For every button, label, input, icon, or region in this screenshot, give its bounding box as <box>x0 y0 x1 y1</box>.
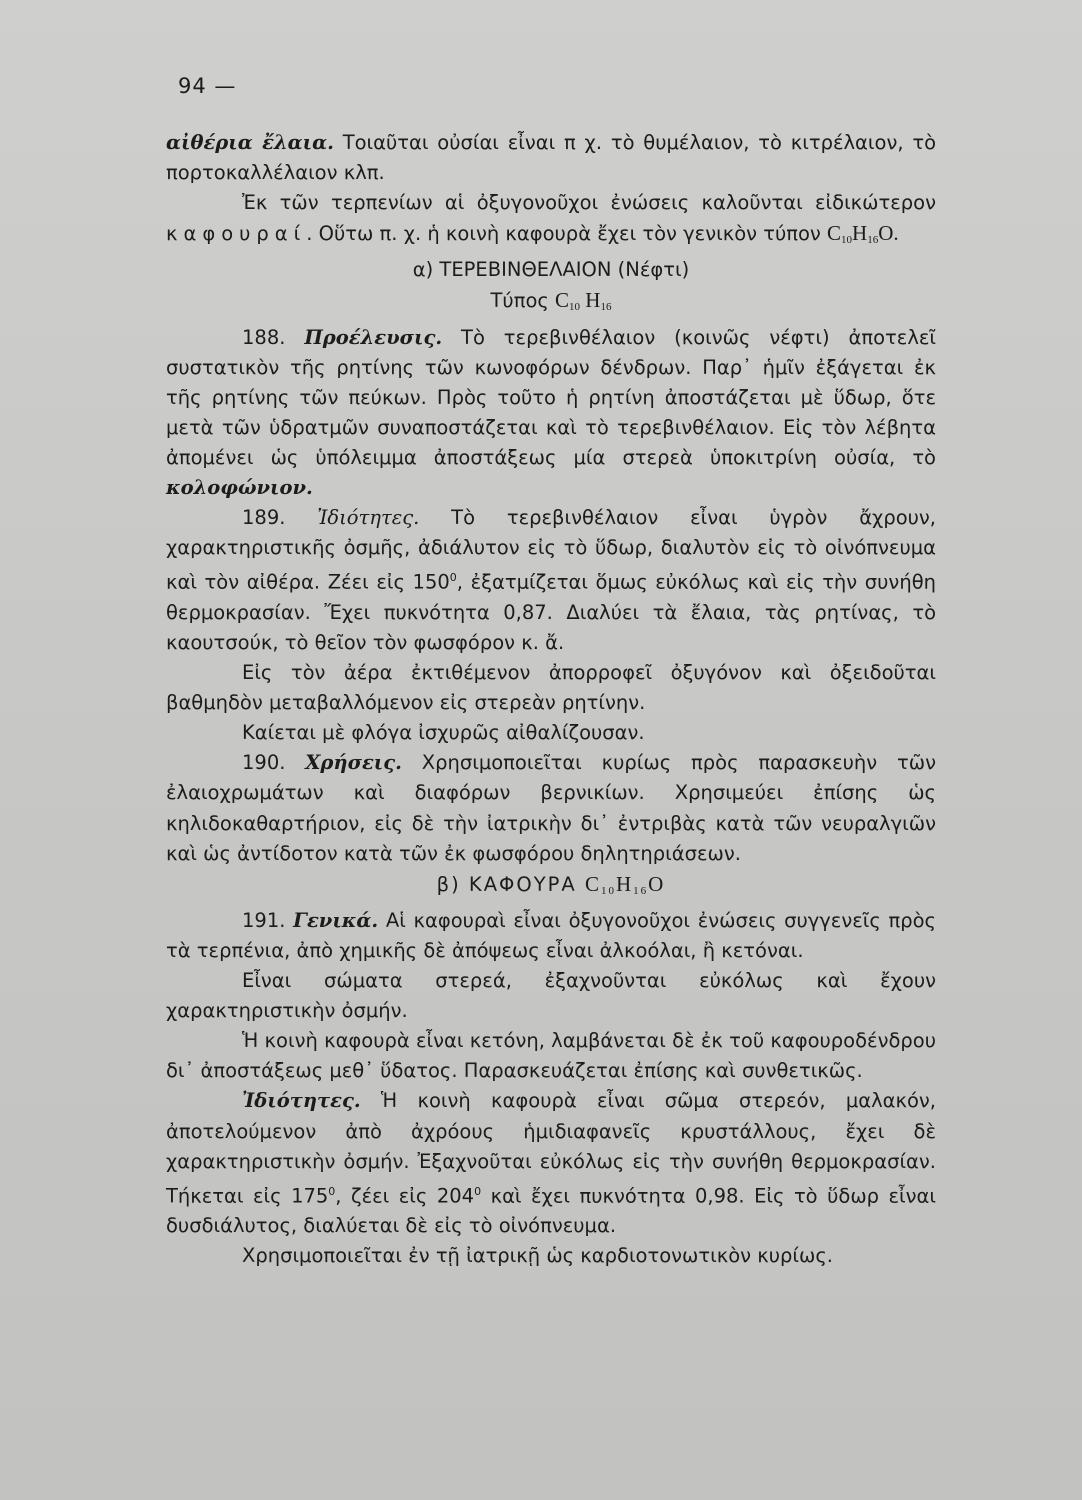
paragraph-190 <box>166 748 936 868</box>
b-c: C <box>584 871 601 896</box>
formula-o: O <box>878 221 894 246</box>
b-o: O <box>648 871 666 896</box>
intro-term: αἰθέρια ἔλαια. <box>166 131 334 154</box>
b-c-sub: 10 <box>600 884 616 897</box>
paragraph-properties <box>166 1086 936 1241</box>
intro-sentence-2-pre: Ἐκ τῶν τερπενίων αἱ ὀξυγονοῦχοι ἐνώσεις καλοῦνται εἰδικώτερον <box>242 191 936 215</box>
paragraph-191-3: Ἡ κοινὴ καφουρὰ εἶναι κετόνη, λαμβάνεται δὲ ἐκ τοῦ καφουροδένδρου δι᾽ ἀποστάξεως μεθ᾽ ὕδατος. Παρασκευάζεται ἐπίσης καὶ συνθετικῶς. <box>166 1029 936 1083</box>
type-formula <box>555 288 611 312</box>
intro-sentence-1: Τοιαῦται οὐσίαι εἶναι π χ. τὸ θυμέλαιον, τὸ κιτρέλαιον, τὸ πορτοκαλλέλαιον κλπ. <box>166 131 937 185</box>
type-h: H <box>580 288 601 313</box>
p189-text-pre: Τὸ τερεβινθέλαιον εἶναι ὑγρὸν ἄχρουν, χαρακτηριστικῆς ὀσμῆς, ἀδιάλυτον εἰς τὸ ὕδωρ, διαλυτὸν εἰς τὸ οἰνόπνευμα καὶ τὸν αἰθέρα. Ζέει εἰς 150 <box>166 506 936 594</box>
b-h-sub: 16 <box>633 884 649 897</box>
p190-number: 190. <box>242 751 306 775</box>
props-text-post: καὶ ἔχει πυκνότητα 0,98. Εἰς τὸ ὕδωρ εἶναι δυσδιάλυτος, διαλύεται δὲ εἰς τὸ οἰνόπνευμα. <box>166 1184 937 1238</box>
p191-term: Γενικά. <box>293 908 379 932</box>
section-b-formula <box>585 872 665 896</box>
p190-term: Χρήσεις. <box>305 751 402 775</box>
p188-number: 188. <box>242 325 305 349</box>
formula-c-sub: 10 <box>841 234 853 247</box>
type-h-sub: 16 <box>600 301 612 314</box>
type-c-sub: 10 <box>569 301 581 314</box>
paragraph-188 <box>166 323 936 504</box>
section-b-heading <box>166 869 936 906</box>
body-text <box>166 128 936 1271</box>
paragraph-properties-2: Χρησιμοποιεῖται ἐν τῇ ἰατρικῇ ὡς καρδιοτονωτικὸν κυρίως. <box>242 1244 833 1268</box>
p191-text: Αἱ καφουραὶ εἶναι ὀξυγονοῦχοι ἐνώσεις συγγενεῖς πρὸς τὰ τερπένια, ἀπὸ χημικῆς δὲ ἀπόψεως εἶναι ἀλκοόλαι, ἢ κετόναι. <box>166 908 936 962</box>
formula-h: H <box>852 221 868 246</box>
paragraph-191-2: Εἶναι σώματα στερεά, ἐξαχνοῦνται εὐκόλως καὶ ἔχουν χαρακτηριστικὴν ὀσμήν. <box>166 969 936 1023</box>
props-degree-1: 0 <box>328 1184 336 1198</box>
props-text-pre: Ἡ κοινὴ καφουρὰ εἶναι σῶμα στερεόν, μαλακόν, ἀποτελούμενον ἀπὸ ἀχρόους ἡμιδιαφανεῖς κρυστάλλους, ἔχει δὲ χαρακτηριστικὴν ὀσμήν. Ἐξαχνοῦται εὐκόλως εἰς τὴν συνήθη θερμοκρασίαν. Τήκεται εἰς 175 <box>166 1089 936 1208</box>
formula-end: . <box>893 221 899 246</box>
paragraph-189 <box>166 503 936 658</box>
props-degree-2: 0 <box>474 1184 482 1198</box>
p189-number: 189. <box>242 506 318 530</box>
p189-degree: 0 <box>449 571 457 585</box>
page-number: 94 — <box>178 74 237 98</box>
p189-text-post: , ἐξατμίζεται ὅμως εὐκόλως καὶ εἰς τὴν συνήθη θερμοκρασίαν. Ἔχει πυκνότητα 0,87. Διαλύει τὰ ἔλαια, τὰς ρητίνας, τὸ καουτσούκ, τὸ θεῖον τὸν φωσφόρον κ. ἄ. <box>166 570 936 654</box>
intro-sentence-2-post: . Οὕτω π. χ. ἡ κοινὴ καφουρὰ ἔχει τὸν γενικὸν τύπον <box>306 222 828 246</box>
p188-term: Προέλευσις. <box>304 325 443 349</box>
props-text-mid: , ζέει εἰς 204 <box>335 1184 475 1208</box>
section-a-type <box>166 285 936 322</box>
p188-term-2: κολοφώνιον. <box>166 476 313 500</box>
section-b-title: β) ΚΑΦΟΥΡΑ <box>436 872 585 896</box>
type-label: Τύπος <box>490 289 556 313</box>
intro-spaced-word: καφουραί <box>166 222 307 246</box>
p189-term: Ἰδιότητες. <box>317 506 420 530</box>
p191-number: 191. <box>242 908 294 932</box>
b-h: H <box>615 871 634 896</box>
paragraph-191 <box>166 906 936 966</box>
formula-h-sub: 16 <box>867 234 879 247</box>
p188-text: Τὸ τερεβινθέλαιον (κοινῶς νέφτι) ἀποτελεῖ συστατικὸν τῆς ρητίνης τῶν κωνοφόρων δένδρων. Παρ᾽ ἡμῖν ἐξάγεται ἐκ τῆς ρητίνης τῶν πεύκων. Πρὸς τοῦτο ἡ ρητίνη ἀποστάζεται μὲ ὕδωρ, ὅτε μετὰ τῶν ὑδρατμῶν συναποστάζεται καὶ τὸ τερεβινθέλαιον. Εἰς τὸν λέβητα ἀπομένει ὡς ὑπόλειμμα ἀποστάξεως μία στερεὰ ὑποκιτρίνη οὐσία, τὸ <box>166 325 936 469</box>
type-c: C <box>555 288 570 313</box>
formula-c: C <box>827 221 842 246</box>
p190-text: Χρησιμοποιεῖται κυρίως πρὸς παρασκευὴν τῶν ἐλαιοχρωμάτων καὶ διαφόρων βερνικίων. Χρησιμεύει ἐπίσης ὡς κηλιδοκαθαρτήριον, εἰς δὲ τὴν ἰατρικὴν δι᾽ ἐντριβὰς κατὰ τῶν νευραλγιῶν καὶ ὡς ἀντίδοτον κατὰ τῶν ἐκ φωσφόρου δηλητηριάσεων. <box>166 751 936 865</box>
intro-paragraph <box>166 128 936 188</box>
paragraph-189-3: Καίεται μὲ φλόγα ἰσχυρῶς αἰθαλίζουσαν. <box>242 721 645 745</box>
paragraph-189-2: Εἰς τὸν ἀέρα ἐκτιθέμενον ἀπορροφεῖ ὀξυγόνον καὶ ὀξειδοῦται βαθμηδὸν μεταβαλλόμενον εἰς στερεὰν ρητίνην. <box>166 661 936 715</box>
intro-formula <box>827 221 899 245</box>
props-term: Ἰδιότητες. <box>242 1089 361 1113</box>
intro-paragraph-2 <box>166 188 936 255</box>
section-a-heading: α) ΤΕΡΕΒΙΝΘΕΛΑΙΟΝ (Νέφτι) <box>412 258 690 282</box>
